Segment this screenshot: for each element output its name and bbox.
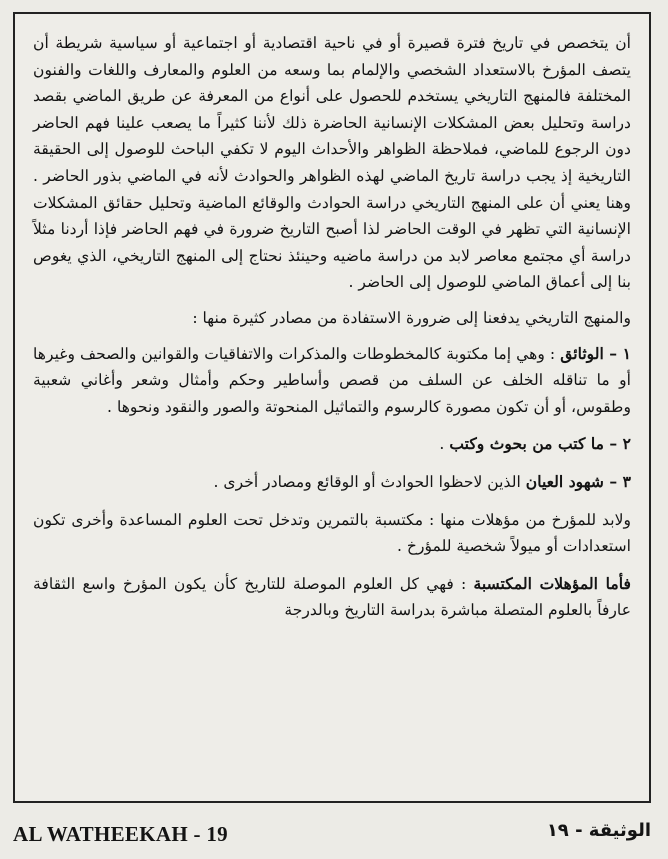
list-item-heading: ٣ – شهود العيان (525, 471, 631, 491)
list-item (33, 431, 631, 458)
list-item-text: الذين لاحظوا الحوادث أو الوقائع ومصادر أخرى . (213, 472, 526, 491)
list-item-heading: ١ – الوثائق (560, 343, 631, 363)
list-item (33, 341, 631, 421)
paragraph (33, 571, 631, 624)
page-footer (13, 818, 651, 852)
list-item-heading: ٢ – ما كتب من بحوث وكتب (449, 434, 631, 454)
page-frame (13, 12, 651, 803)
list-item-text: . (439, 435, 450, 454)
paragraph: ولابد للمؤرخ من مؤهلات منها : مكتسبة بالتمرين وتدخل تحت العلوم المساعدة وأخرى تكون استعدادات أو ميولاً شخصية للمؤرخ . (33, 510, 631, 556)
paragraph: أن يتخصص في تاريخ فترة قصيرة أو في ناحية اقتصادية أو اجتماعية أو سياسية شريطة أن يتصف المؤرخ بالاستعداد الشخصي والإلمام بما وسعه من العلوم والمعارف واللغات والفنون المختلفة فالمنهج التاريخي يستخدم للحصول على أنواع من المعرفة عن طريق الماضي بقصد دراسة وتحليل بعض المشكلات الإنسانية الحاضرة ذلك لأننا كثيراً ما يصعب علينا فهم الحاضر دون الرجوع للماضي، فملاحظة الظواهر والأحداث اليوم لا تكفي الباحث للوصول إلى الحقيقة التاريخية إذ يجب دراسة تاريخ الماضي لهذه الظواهر والحوادث لأنه في الماضي بذور الحاضر . وهنا يعني أن على المنهج التاريخي دراسة الحوادث والوقائع الماضية وتحليل حقائق المشكلات الإنسانية التي تظهر في الوقت الحاضر لذا أصبح التاريخ ضرورة في فهم الحاضر فإذا أردنا مثلاً دراسة أي مجتمع معاصر لابد من دراسة ماضيه وحينئذ نحتاج إلى المنهج التاريخي، الذي يغوص بنا إلى أعماق الماضي للوصول إلى الحاضر . (33, 34, 631, 292)
paragraph-text: : فهي كل العلوم الموصلة للتاريخ كأن يكون المؤرخ واسع الثقافة عارفاً بالعلوم المتصلة مباشرة بدراسة التاريخ وبالدرجة (33, 574, 631, 620)
footer-page-label-english: AL WATHEEKAH - 19 (13, 822, 228, 846)
footer-page-label-arabic: الوثيقة - ١٩ (546, 820, 651, 841)
paragraph: والمنهج التاريخي يدفعنا إلى ضرورة الاستفادة من مصادر كثيرة منها : (192, 308, 631, 327)
list-item-text: : وهي إما مكتوبة كالمخطوطات والمذكرات والاتفاقيات والقوانين والصحف وغيرها أو ما تناقله الخلف عن السلف من قصص وأساطير وحكم وأمثال وشعر وأغاني شعبية وطقوس، أو أن تكون مصورة كالرسوم والتماثيل المنحوتة والصور والنقود ونحوها . (33, 344, 631, 416)
article-body (33, 30, 631, 624)
list-item (33, 469, 631, 496)
section-heading: فأما المؤهلات المكتسبة (473, 573, 631, 593)
